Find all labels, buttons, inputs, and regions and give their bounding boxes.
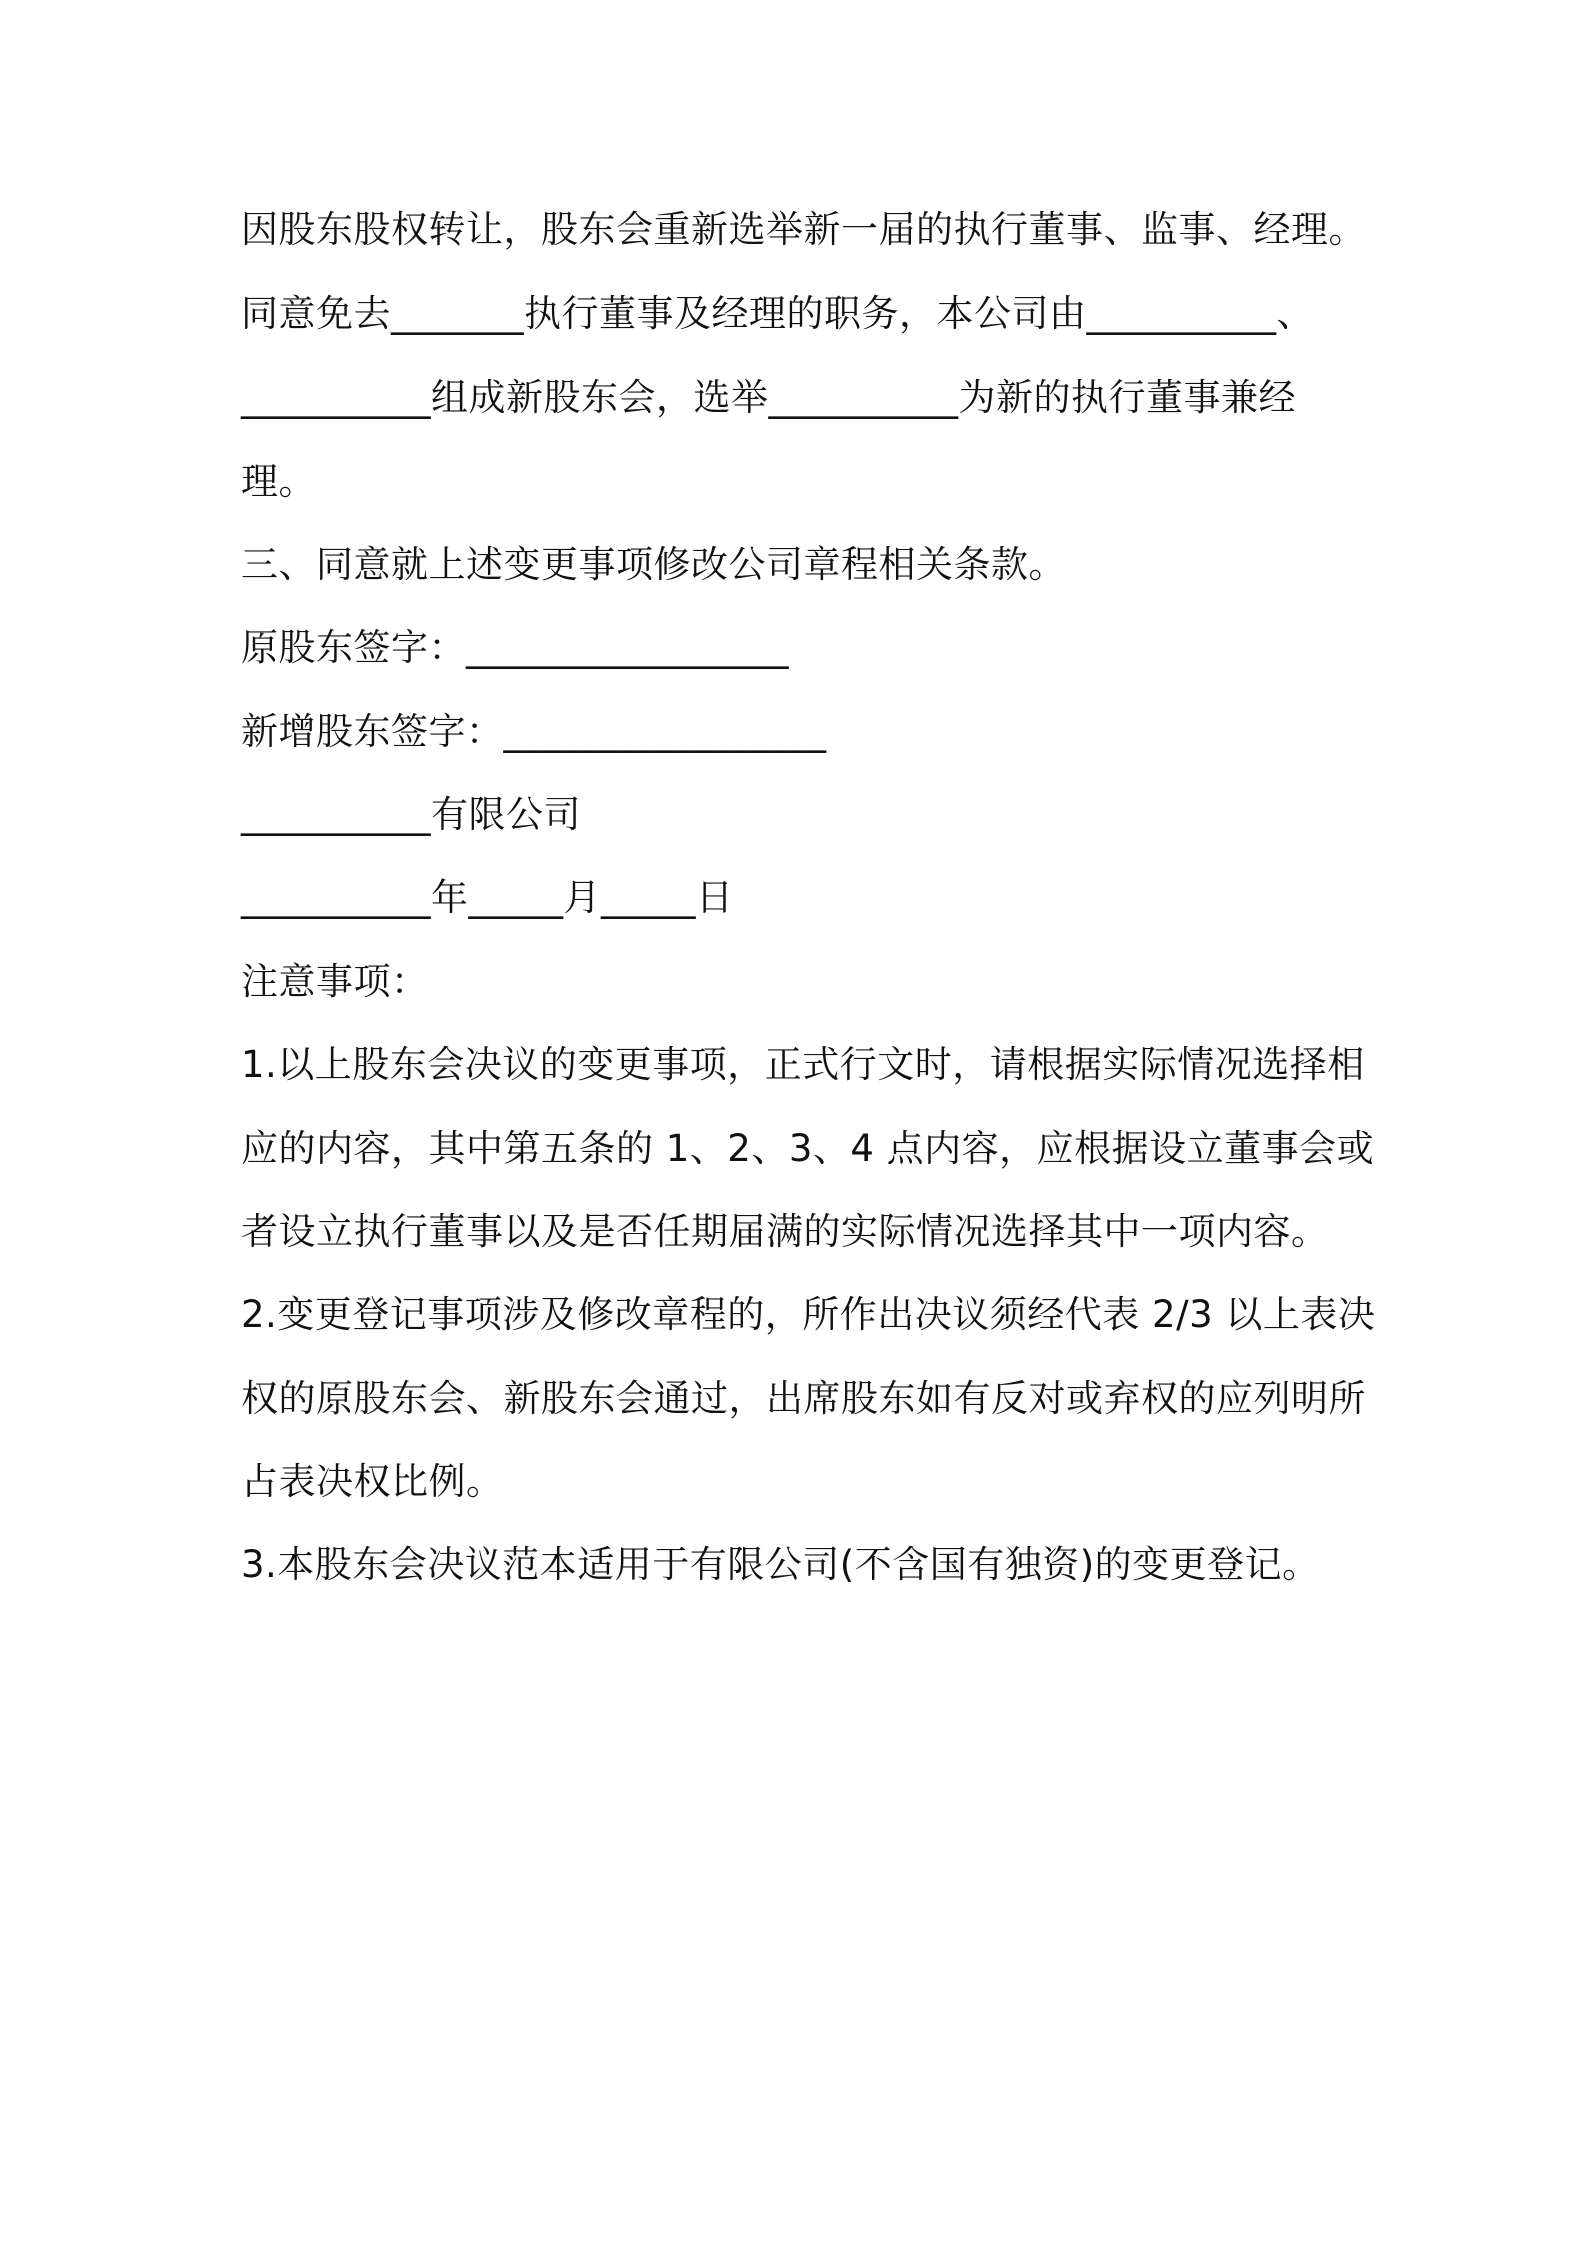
note-item-text: 占表决权比例。 — [241, 1460, 504, 1503]
note-item-text: 应的内容，其中第五条的 1、2、3、4 点内容，应根据设立董事会或 — [241, 1127, 1375, 1170]
text-line: 同意免去_______执行董事及经理的职务，本公司由__________、 — [241, 292, 1314, 335]
text-line: __________组成新股东会，选举__________为新的执行董事兼经 — [241, 376, 1296, 419]
new-shareholder-signature-line: 新增股东签字：_________________ — [241, 710, 827, 753]
company-name-line: __________有限公司 — [241, 793, 581, 836]
date-line: __________年_____月_____日 — [241, 876, 734, 919]
notes-heading: 注意事项： — [241, 960, 429, 1003]
section-heading: 三、同意就上述变更事项修改公司章程相关条款。 — [241, 543, 1066, 586]
note-item-text: 1.以上股东会决议的变更事项，正式行文时，请根据实际情况选择相 — [241, 1043, 1365, 1086]
note-item-text: 者设立执行董事以及是否任期届满的实际情况选择其中一项内容。 — [241, 1210, 1329, 1253]
note-item-text: 2.变更登记事项涉及修改章程的，所作出决议须经代表 2/3 以上表决 — [241, 1293, 1376, 1336]
note-item-text: 3.本股东会决议范本适用于有限公司(不含国有独资)的变更登记。 — [241, 1543, 1320, 1586]
text-line: 理。 — [241, 460, 316, 503]
note-item-text: 权的原股东会、新股东会通过，出席股东如有反对或弃权的应列明所 — [241, 1377, 1366, 1420]
original-shareholder-signature-line: 原股东签字：_________________ — [241, 626, 789, 669]
text-line: 因股东股权转让，股东会重新选举新一届的执行董事、监事、经理。 — [241, 208, 1366, 251]
